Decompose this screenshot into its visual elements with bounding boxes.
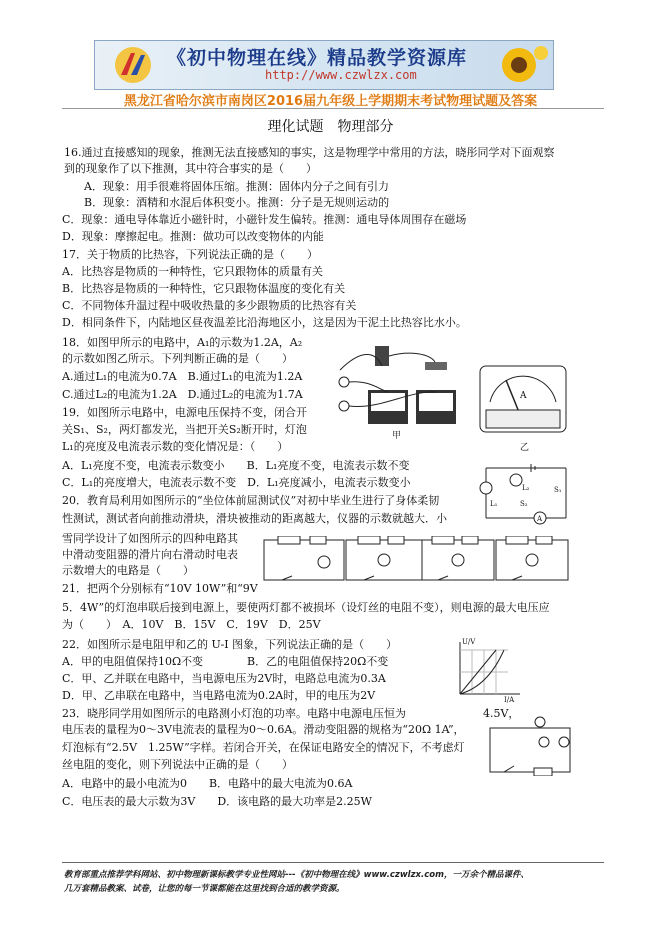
text-line: C．电压表的最大示数为3V D．该电路的最大功率是2.25W [62,795,372,808]
text-line: D．甲、乙串联在电路中，当电路电流为0.2A时，甲的电压为2V [62,689,376,702]
banner-url: http://www.czwlzx.com [265,68,417,82]
label-s2: S₂ [520,500,528,508]
text-line: A．电路中的最小电流为0 B．电路中的最大电流为0.6A [62,777,353,790]
text-line: 19．如图所示电路中，电源电压保持不变，闭合开 [62,406,307,419]
text-line: 20．教育局利用如图所示的“坐位体前屈测试仪”对初中毕业生进行了身体柔韧 [62,494,440,507]
text-line: A．L₁亮度不变，电流表示数变小 B．L₁亮度不变，电流表示数不变 [62,459,410,472]
text-line: C.通过L₂的电流为1.2A D.通过L₂的电流为1.7A [62,388,303,401]
circuit-figure-23 [484,716,576,776]
graph-y-label: U/V [462,638,476,646]
text-line: 5．4W”的灯泡串联后接到电源上，要使两灯都不被损坏（设灯丝的电阻不变），则电源的最大电压应 [62,601,550,614]
text-line: B．现象：酒精和水混后体积变小。推测：分子是无规则运动的 [84,196,390,209]
text-line: A.通过L₁的电流为0.7A B.通过L₁的电流为1.2A [62,370,303,383]
text-line: 17．关于物质的比热容，下列说法正确的是（ ） [62,248,318,261]
text-line: A．比热容是物质的一种特性，它只跟物体的质量有关 [62,265,323,278]
footer-divider [62,862,604,863]
text-line: L₁的亮度及电流表示数的变化情况是：（ ） [62,440,289,453]
text-line: B．比热容是物质的一种特性，它只跟物体温度的变化有关 [62,282,346,295]
text-line: 23．晓彤同学用如图所示的电路测小灯泡的功率。电路中电源电压恒为 4.5V， [62,707,520,720]
text-line: C．不同物体升温过程中吸收热量的多少跟物质的比热容有关 [62,299,357,312]
figure-label-jia: 甲 [392,431,402,440]
paper-subhead: 理化试题 物理部分 [267,119,394,135]
circuit-option-a [262,536,346,584]
text-line: 灯泡标有“2.5V 1.25W”字样。若闭合开关，在保证电路安全的情况下，不考虑灯 [62,741,465,754]
text-line: A．甲的电阻值保持10Ω不变 B．乙的电阻值保持20Ω不变 [62,655,389,668]
text-line: 21．把两个分别标有“10V 10W”和“9V [62,582,258,595]
text-line: 丝电阻的变化，则下列说法中正确的是（ ） [62,758,293,771]
ammeter-figure-18-yi [476,362,570,454]
text-line: 性测试，测试者向前推动滑块，滑块被推动的距离越大，仪器的示数就越大．小 [62,512,447,525]
text-line: 的示数如图乙所示。下列判断正确的是（ ） [62,352,293,365]
text-line: 到的现象作了以下推测，其中符合事实的是（ ） [64,162,317,175]
circuit-figure-19 [476,462,576,526]
text-line: 22．如图所示是电阻甲和乙的 U-I 图象，下列说法正确的是（ ） [62,638,398,651]
banner-title: 《初中物理在线》精品教学资源库 [167,47,468,69]
paper-headline: 黑龙江省哈尔滨市南岗区2016届九年级上学期期末考试物理试题及答案 [123,94,538,109]
footer-line: 教育部重点推荐学科网站、初中物理新课标教学专业性网站---《初中物理在线》www.czwlzx.com，一万余个精品课件、 [64,870,529,880]
site-logo-icon [113,45,153,85]
text-line: D．现象：摩擦起电。推测：做功可以改变物体的内能 [62,230,324,243]
text-line: C．甲、乙并联在电路中，当电源电压为2V时，电路总电流为0.3A [62,672,386,685]
text-line: D．相同条件下，内陆地区昼夜温差比沿海地区小，这是因为干泥土比热容比水小。 [62,316,467,329]
sunflower-icon [489,43,549,87]
header-divider [62,108,604,109]
u-i-graph-22 [448,636,524,704]
text-line: 示数增大的电路是（ ） [62,564,194,577]
circuit-option-b [344,536,424,584]
meter-unit-label: A [520,391,527,401]
text-line: 16.通过直接感知的现象，推测无法直接感知的事实，这是物理学中常用的方法，晓彤同学对下面观察 [64,146,555,159]
text-line: C．现象：通电导体靠近小磁针时，小磁针发生偏转。推测：通电导体周围存在磁场 [62,213,467,226]
circuit-option-c [420,536,496,584]
figure-label-yi: 乙 [520,443,530,453]
text-line: 为（ ） A．10V B．15V C．19V D．25V [62,618,321,631]
text-line: 中滑动变阻器的滑片向右滑动时电表 [62,548,238,561]
meter-label-19: A [537,515,543,523]
graph-x-label: I/A [504,696,515,704]
label-s1: S₁ [554,486,562,494]
text-line: 雪同学设计了如图所示的四种电路其 [62,532,238,545]
circuit-option-d [494,536,570,584]
site-banner [94,40,554,90]
text-line: 关S₁、S₂，两灯都发光，当把开关S₂断开时，灯泡 [62,423,307,436]
text-line: 电压表的量程为0～3V电流表的量程为0～0.6A。滑动变阻器的规格为“20Ω 1A”， [62,723,465,736]
text-line: 18．如图甲所示的电路中，A₁的示数为1.2A，A₂ [62,336,303,349]
label-l1: L₁ [490,500,498,508]
text-line: C．L₁的亮度增大，电流表示数不变 D．L₁亮度减小，电流表示数变小 [62,476,411,489]
text-line: A．现象：用手很难将固体压缩。推测：固体内分子之间有引力 [84,180,389,193]
circuit-figure-18-jia [330,340,470,440]
footer-line: 几万套精品教案、试卷，让您的每一节课都能在这里找到合适的教学资源。 [64,884,345,894]
label-l2: L₂ [522,484,530,492]
